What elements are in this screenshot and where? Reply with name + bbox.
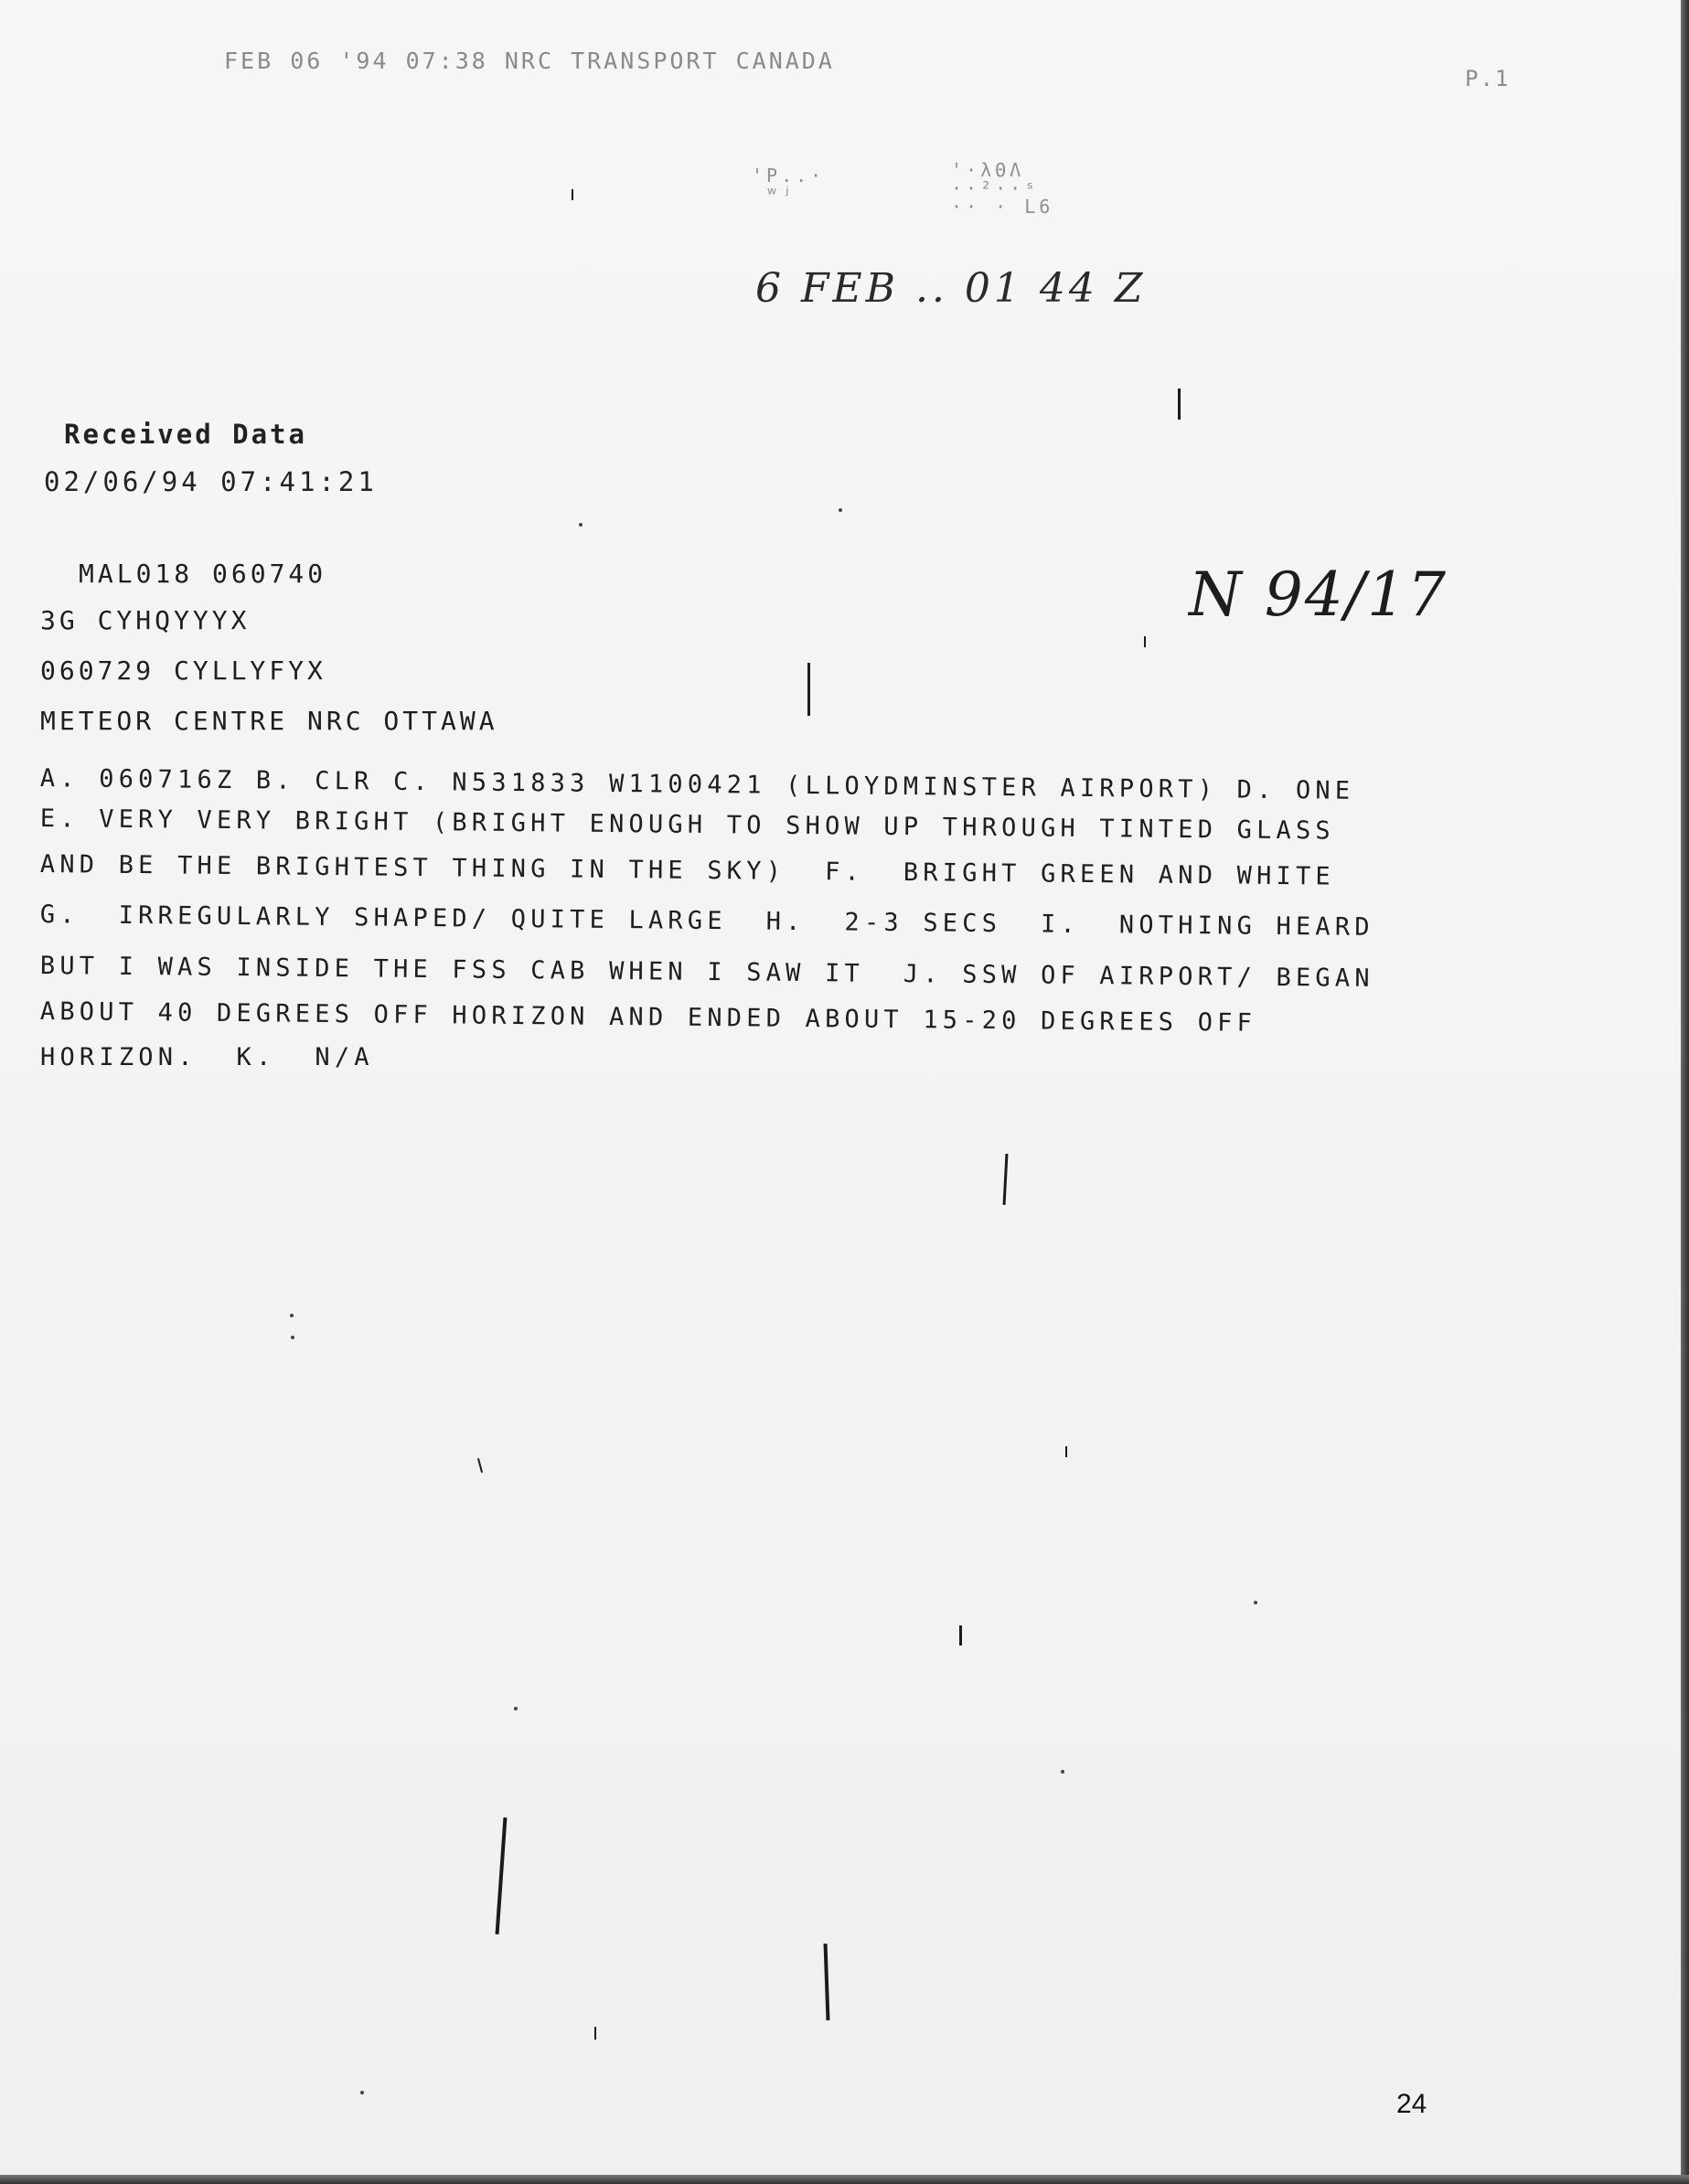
- scan-speck: [360, 2091, 364, 2094]
- report-body-line: HORIZON. K. N/A: [40, 1043, 374, 1071]
- report-body-line: A. 060716Z B. CLR C. N531833 W1100421 (LLOYDMINSTER AIRPORT) D. ONE: [39, 764, 1355, 805]
- scan-mark: [1144, 636, 1146, 647]
- scan-mark: [496, 1817, 508, 1934]
- message-header-line: METEOR CENTRE NRC OTTAWA: [40, 706, 498, 736]
- report-body-line: BUT I WAS INSIDE THE FSS CAB WHEN I SAW IT J. SSW OF AIRPORT/ BEGAN: [39, 952, 1374, 994]
- scan-mark: [824, 1944, 830, 2020]
- scan-mark: [1065, 1446, 1067, 1457]
- scan-mark: [1178, 389, 1181, 420]
- report-body-line: ABOUT 40 DEGREES OFF HORIZON AND ENDED ABOUT 15-20 DEGREES OFF: [39, 997, 1257, 1038]
- page-number: 24: [1396, 2089, 1427, 2119]
- received-data-title: Received Data: [64, 419, 307, 450]
- scan-mark: [1003, 1154, 1009, 1205]
- message-header-line: 060729 CYLLYFYX: [40, 655, 326, 686]
- message-header-line: 3G CYHQYYYX: [40, 605, 251, 635]
- scan-border-bottom: [0, 2175, 1689, 2184]
- receipt-stamp-left: 'P..· ʷʲ: [752, 165, 826, 205]
- report-body-line: G. IRREGULARLY SHAPED/ QUITE LARGE H. 2-3 SECS I. NOTHING HEARD: [39, 900, 1374, 943]
- received-data-timestamp: 02/06/94 07:41:21: [44, 466, 378, 497]
- handwritten-receipt-time: 6 FEB .. 01 44 Z: [755, 265, 1147, 312]
- handwritten-file-number: N 94/17: [1189, 559, 1448, 630]
- scan-speck: [514, 1707, 518, 1710]
- scan-speck: [290, 1314, 294, 1317]
- scan-speck: [291, 1336, 294, 1339]
- scan-mark: [807, 663, 810, 716]
- fax-page-reference: P.1: [1465, 66, 1511, 91]
- scan-speck: [839, 508, 842, 512]
- scan-mark: [477, 1458, 483, 1473]
- report-body-line: E. VERY VERY BRIGHT (BRIGHT ENOUGH TO SHOW UP THROUGH TINTED GLASS: [39, 804, 1335, 846]
- scan-mark: [572, 189, 573, 200]
- scan-mark: [959, 1625, 962, 1646]
- receipt-stamp-right: '·λΘΛ ··²··ˢ ·· · L6: [951, 159, 1054, 218]
- message-header-line: MAL018 060740: [79, 559, 327, 589]
- scan-border-right: [1681, 0, 1689, 2184]
- fax-header-line: FEB 06 '94 07:38 NRC TRANSPORT CANADA: [224, 48, 835, 74]
- scan-mark: [594, 2027, 596, 2040]
- report-body-line: AND BE THE BRIGHTEST THING IN THE SKY) F. BRIGHT GREEN AND WHITE: [39, 850, 1335, 891]
- scan-speck: [579, 523, 583, 527]
- scan-speck: [1061, 1770, 1064, 1774]
- scan-speck: [1254, 1601, 1257, 1604]
